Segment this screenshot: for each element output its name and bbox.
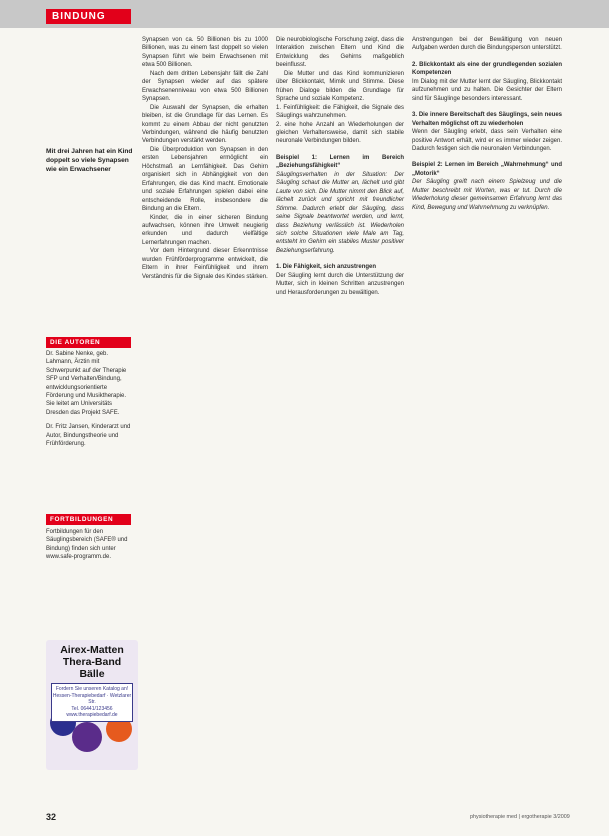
authors-box-title: DIE AUTOREN	[46, 337, 131, 348]
column-2	[276, 36, 404, 297]
footer-publication: physiotherapie med | ergotherapie 3/2009	[470, 814, 570, 820]
ad-title-line-2: Thera-Band	[62, 656, 122, 668]
ability-1-text: Der Säugling lernt durch die Unterstützung der Mutter, sich in kleinen Schritten anzustrengen und Herausforderungen zu bewältigen.	[276, 272, 404, 296]
ability-3-text: Wenn der Säugling erlebt, dass sein Verhalten eine positive Antwort erhält, wird er es immer wieder zeigen. Dadurch festigen sich die neuronalen Verbindungen.	[412, 129, 562, 152]
ability-3-heading: 3. Die innere Bereitschaft des Säuglings, sein neues Verhalten möglichst oft zu wiederholen	[412, 112, 562, 127]
ad-contact-line-1: Fordern Sie unseren Katalog an!	[55, 686, 129, 692]
col2-para-4: 2. eine hohe Anzahl an Wiederholungen der gleichen Verhaltensweise, damit sich stabile neuronale Verbindungen bilden.	[276, 121, 404, 145]
example-1-heading: Beispiel 1: Lernen im Bereich „Beziehungsfähigkeit“	[276, 154, 404, 170]
page-number: 32	[46, 812, 57, 822]
ad-title-line-3: Bälle	[79, 668, 105, 680]
advertisement[interactable]	[46, 640, 138, 770]
ad-contact-line-2: Hessen-Therapiebedarf · Wetzlarer Str.	[52, 692, 132, 705]
col2-para-2: Die Mutter und das Kind kommunizieren über Blickkontakt, Mimik und Stimme. Diese frühen Dialoge bilden die Grundlage für Sprache und soziale Kompetenz.	[276, 70, 404, 103]
col3-para-1: Anstrengungen bei der Bewältigung von neuen Aufgaben werden durch die Bindungsperson unterstützt.	[412, 37, 562, 52]
example-1-text: Säuglingsverhalten in der Situation: Der Säugling schaut die Mutter an, lächelt und gibt Laute von sich. Die Mutter nimmt den Blick auf, lächelt zurück und spricht mit freundlicher Stimme. Dadurch erlebt der Säugling, dass seine Signale beantwortet werden, und lernt, dass Beziehung verlässlich ist. Wiederholen sich solche Situationen viele Male am Tag, entsteht im Gehirn ein stabiles Muster positiver Beziehungserfahrung.	[276, 171, 404, 254]
col1-para-5: Kinder, die in einer sicheren Bindung aufwachsen, können ihre Umwelt neugierig erkunden und dadurch vielfältige Lernerfahrungen machen.	[142, 214, 268, 246]
column-1	[142, 36, 268, 281]
col1-para-3: Die Auswahl der Synapsen, die erhalten bleiben, ist die Grundlage für das Lernen. Es kommt zu einem Abbau der nicht genutzten Verbindungen, während die häufig benutzten Verbindungen verstärkt werden.	[142, 104, 268, 145]
author-bio-2: Dr. Fritz Jansen, Kinderarzt und Autor, Bindungstheorie und Frühförderung.	[46, 424, 131, 448]
ability-2-heading: 2. Blickkontakt als eine der grundlegenden sozialen Kompetenzen	[412, 61, 562, 77]
col1-para-2: Nach dem dritten Lebensjahr fällt die Zahl der Synapsen wieder auf das spätere Erwachsenenniveau von etwa 500 Billionen Synapsen.	[142, 70, 268, 103]
ad-title-line-1: Airex-Matten	[60, 644, 124, 656]
authors-box-body	[46, 350, 134, 454]
example-2-text: Der Säugling greift nach einem Spielzeug und die Mutter beschreibt mit Worten, was er tut. Durch die Wiederholung dieser gemeinsamen Erfahrung lernt das Kind, Bewegung und Wahrnehmung zu verknüpfen.	[412, 179, 562, 211]
mat-roll-purple	[72, 722, 102, 752]
col1-para-4: Die Überproduktion von Synapsen in den ersten Lebensjahren ermöglicht ein Höchstmaß an Lernfähigkeit. Das Gehirn organisiert sich in Abhängigkeit von den Erfahrungen, die das Kind macht. Emotionale und soziale Erfahrungen spielen dabei eine entscheidende Rolle, insbesondere die Bindung an die Eltern.	[142, 146, 268, 213]
pull-quote: Mit drei Jahren hat ein Kind doppelt so viele Synapsen wie ein Erwachsener	[46, 148, 133, 173]
ad-contact-box	[51, 683, 133, 722]
ad-contact-line-3: Tel. 06441/123456	[71, 705, 113, 712]
author-bio-1: Dr. Sabine Nenke, geb. Lahmann, Ärztin mit Schwerpunkt auf der Therapie SFP und Verhalten/Bindung, entwicklungsorientierte Förderung und Musiktherapie. Sie leitet am Universitäts Dresden das Projekt SAFE.	[46, 351, 127, 416]
training-box-title: FORTBILDUNGEN	[46, 514, 131, 525]
col1-para-1: Synapsen von ca. 50 Billionen bis zu 1000 Billionen, was zu einem fast doppelt so vielen Synapsen führt wie beim Erwachsenen mit etwa 500 Billionen.	[142, 37, 268, 69]
ability-1-heading: 1. Die Fähigkeit, sich anzustrengen	[276, 264, 377, 271]
example-2-heading: Beispiel 2: Lernen im Bereich „Wahrnehmung“ und „Motorik“	[412, 162, 562, 177]
ad-contact-line-4: www.therapiebedarf.de	[66, 712, 118, 718]
column-3	[412, 36, 562, 212]
col2-para-1: Die neurobiologische Forschung zeigt, dass die Interaktion zwischen Eltern und Kind die Entwicklung des Gehirns maßgeblich beeinflusst.	[276, 37, 404, 69]
ability-2-text: Im Dialog mit der Mutter lernt der Säugling, Blickkontakt aufzunehmen und zu halten. Die Gesichter der Eltern sind für Säuglinge besonders interessant.	[412, 78, 562, 102]
col1-para-6: Vor dem Hintergrund dieser Erkenntnisse wurden Frühförderprogramme entwickelt, die Eltern in ihrer Feinfühligkeit und ihrem Verständnis für die Signale des Kindes stärken.	[142, 248, 268, 280]
training-box-body: Fortbildungen für den Säuglingsbereich (SAFE® und Bindung) finden sich unter www.safe-programm.de.	[46, 529, 128, 561]
col2-para-3: 1. Feinfühligkeit: die Fähigkeit, die Signale des Säuglings wahrzunehmen.	[276, 104, 404, 120]
section-tag: BINDUNG	[46, 9, 131, 24]
